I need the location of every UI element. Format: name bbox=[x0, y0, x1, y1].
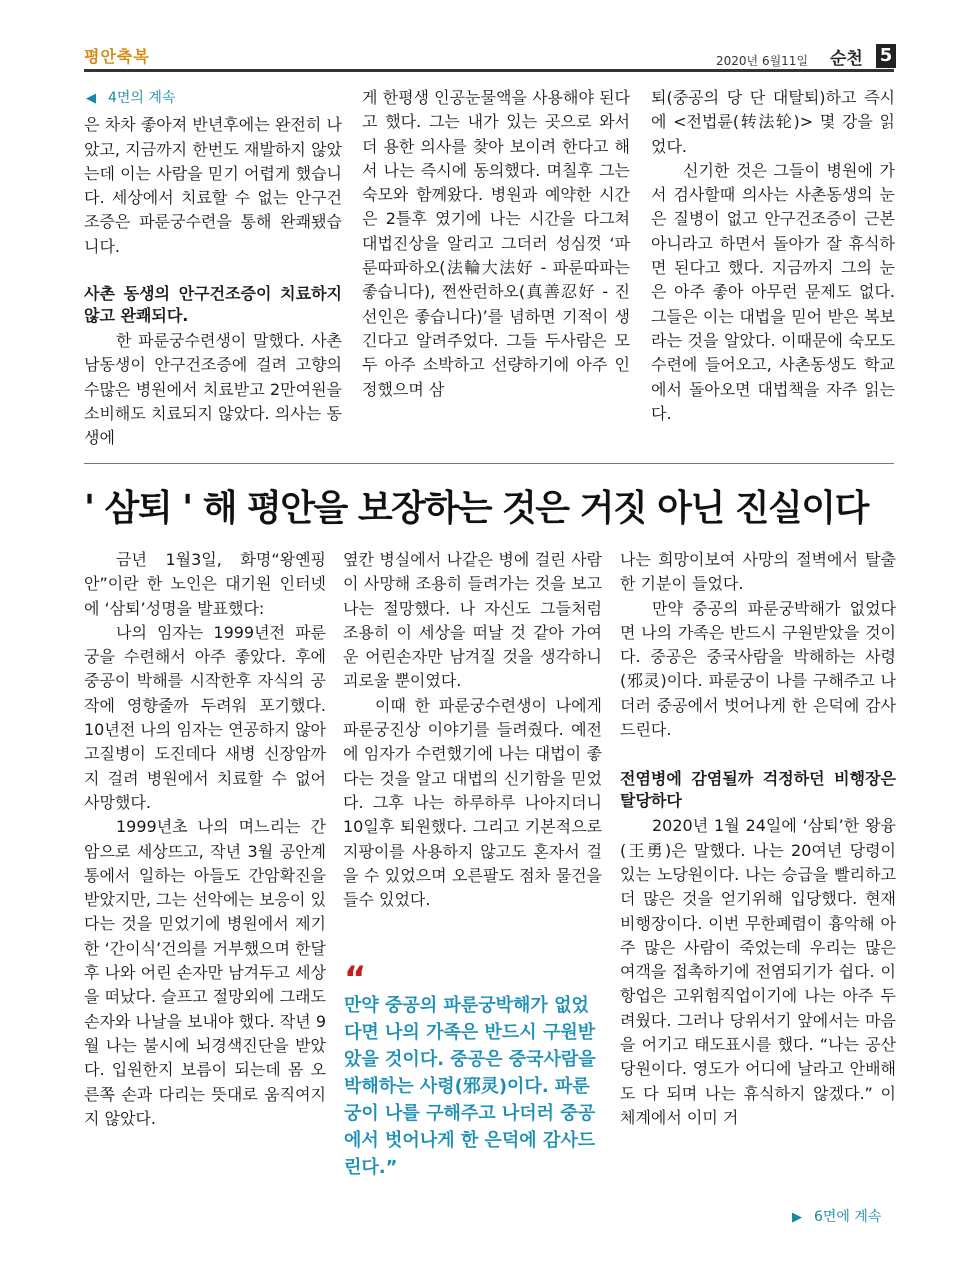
triangle-left-icon: ◀ bbox=[86, 91, 96, 106]
top-col3-paragraph-1: 퇴(중공의 당 단 대탈퇴)하고 즉시에 <전법륜(转法轮)> 몇 강을 읽었다. bbox=[651, 88, 895, 156]
article-col1-paragraph-2: 나의 임자는 1999년전 파룬궁을 수련해서 아주 좋았다. 후에 중공이 박해를 시작한후 자식의 공작에 영향줄까 두려워 포기했다. 10년전 나의 임자는 연공하지 않아 고질병이 도진데다 새병 신장암까지 걸려 병원에서 치료할 수 없어 사망했다. bbox=[84, 622, 326, 812]
top-col2-paragraph-1: 게 한평생 인공눈물액을 사용해야 된다고 했다. 그는 내가 있는 곳으로 와서 더 용한 의사를 찾아 보이려 한다고 해서 나는 즉시에 동의했다. 며칠후 그는 숙모와 함께왔다. 병원과 예약한 시간은 2틀후 였기에 나는 시간을 다그쳐 대법진상을 알리고 그더러 성심껏 ‘파룬따파하오(法輪大法好 - 파룬따파는 좋습니다), 쩐싼런하오(真善忍好 - 진선인은 좋습니다)’를 념하면 기적이 생긴다고 알려주었다. 그들 두사람은 모두 아주 소박하고 선량하기에 아주 인정했으며 삼 bbox=[362, 88, 630, 399]
pull-quote bbox=[344, 959, 604, 1181]
pull-quote-text: 만약 중공의 파룬궁박해가 없었다면 나의 가족은 반드시 구원받았을 것이다. 중공은 중국사람을 박해하는 사령(邪灵)이다. 파룬궁이 나를 구해주고 나더러 중공에서 벗어나게 한 은덕에 감사드린다.” bbox=[344, 995, 596, 1178]
top-col3-paragraph-2: 신기한 것은 그들이 병원에 가서 검사할때 의사는 사촌동생의 눈은 질병이 없고 안구건조증이 근본 아니라고 하면서 돌아가 잘 휴식하면 된다고 했다. 지금까지 그의 눈은 아주 좋아 아무런 문제도 없다. 그들은 이는 대법을 믿어 받은 복보라는 것을 알았다. 이때문에 숙모도 수련에 들어오고, 사촌동생도 학교에서 돌아오면 대법책을 자주 읽는다. bbox=[651, 160, 895, 423]
page-number: 5 bbox=[876, 44, 896, 68]
article-column-1 bbox=[84, 548, 326, 1131]
header-rule bbox=[84, 69, 894, 72]
top-column-1 bbox=[84, 86, 342, 451]
article-col3-subhead: 전염병에 감염될까 걱정하던 비행장은 탈당하다 bbox=[620, 769, 896, 811]
top-col1-paragraph-1: 은 차차 좋아져 반년후에는 완전히 나았고, 지금까지 한번도 재발하지 않았는데 이는 사람을 믿기 어렵게 했습니다. 세상에서 치료할 수 없는 안구건조증은 파룬궁수련을 통해 완쾌됐습니다. bbox=[84, 115, 342, 256]
continued-from: ◀ 4면의 계속 bbox=[86, 90, 176, 106]
article-col1-paragraph-3: 1999년초 나의 며느리는 간암으로 세상뜨고, 작년 3월 공안계통에서 일하는 아들도 간암확진을 받았지만, 그는 선악에는 보응이 있다는 것을 믿었기에 병원에서 제기한 ‘간이식’건의를 거부했으며 한달후 나와 어린 손자만 남겨두고 세상을 떠났다. 슬프고 절망외에 그래도 손자와 나날을 보내야 했다. 작년 9월 나는 불시에 뇌경색진단을 받았다. 입원한지 보름이 되는데 몸 오른쪽 손과 다리는 뜻대로 움직여지지 않았다. bbox=[84, 817, 326, 1128]
article-col3-paragraph-2: 만약 중공의 파룬궁박해가 없었다면 나의 가족은 반드시 구원받았을 것이다. 중공은 중국사람을 박해하는 사령(邪灵)이다. 파룬궁이 나를 구해주고 나더러 중공에서 벗어나게 한 은덕에 감사드린다. bbox=[620, 598, 896, 740]
article-col1-paragraph-1: 금년 1월3일, 화명“왕옌핑안”이란 한 노인은 대기원 인터넷에 ‘삼퇴’성명을 발표했다: bbox=[84, 550, 326, 618]
article-col2-paragraph-2: 이때 한 파룬궁수련생이 나에게 파룬궁진상 이야기를 들려줬다. 예전에 임자가 수련했기에 나는 대법이 좋다는 것을 알고 대법의 신기함을 믿었다. 그후 나는 하루하루 나아지더니 10일후 퇴원했다. 그리고 기본적으로 지팡이를 사용하지 않고도 혼자서 걸을 수 있었으며 오른팔도 점차 물건을 들수 있었다. bbox=[343, 695, 602, 910]
top-col1-subhead: 사촌 동생의 안구건조증이 치료하지 않고 완쾌되다. bbox=[84, 284, 342, 326]
top-column-3 bbox=[651, 86, 895, 426]
issue-date: 2020년 6월11일 bbox=[716, 54, 809, 68]
continued-to: ▶ 6면에 계속 bbox=[792, 1209, 882, 1225]
section-name: 순천 bbox=[830, 49, 863, 69]
article-col3-paragraph-3: 2020년 1월 24일에 ‘삼퇴’한 왕융(王勇)은 말했다. 나는 20여년 당령이 있는 노당원이다. 나는 승급을 빨리하고 더 많은 것을 얻기위해 입당했다. 현재 비행장이다. 이번 무한폐렴이 흉악해 아주 많은 사람이 죽었는데 우리는 많은 여객을 접촉하기에 전염되기가 쉽다. 이 항업은 고위험직업이기에 나는 아주 두려웠다. 그러나 당위서기 앞에서는 마음을 어기고 태도표시를 했다. “나는 공산당원이다. 영도가 어디에 날라고 안배해도 다 되며 나는 휴식하지 않겠다.” 이 체계에서 이미 거 bbox=[620, 816, 896, 1127]
quote-mark-icon: “ bbox=[344, 959, 367, 999]
triangle-right-icon: ▶ bbox=[792, 1210, 802, 1225]
article-headline: ' 삼퇴 ' 해 평안을 보장하는 것은 거짓 아닌 진실이다 bbox=[84, 488, 868, 529]
top-column-2 bbox=[362, 86, 630, 402]
newspaper-brand: 평안축복 bbox=[84, 47, 150, 66]
section-divider bbox=[84, 463, 894, 464]
article-column-2 bbox=[343, 548, 602, 912]
article-col2-paragraph-1: 옆칸 병실에서 나같은 병에 걸린 사람이 사망해 조용히 들려가는 것을 보고 나는 절망했다. 나 자신도 그들처럼 조용히 이 세상을 떠날 것 같아 가여운 어린손자만 남겨질 것을 생각하니 괴로울 뿐이였다. bbox=[343, 550, 602, 691]
article-column-3 bbox=[620, 548, 896, 1130]
article-col3-paragraph-1: 나는 희망이보여 사망의 절벽에서 탈출한 기분이 들었다. bbox=[620, 550, 896, 594]
top-col1-paragraph-2: 한 파룬궁수련생이 말했다. 사촌 남동생이 안구건조증에 걸려 고향의 수많은 병원에서 치료받고 2만여원을 소비해도 치료되지 않았다. 의사는 동생에 bbox=[84, 331, 342, 448]
